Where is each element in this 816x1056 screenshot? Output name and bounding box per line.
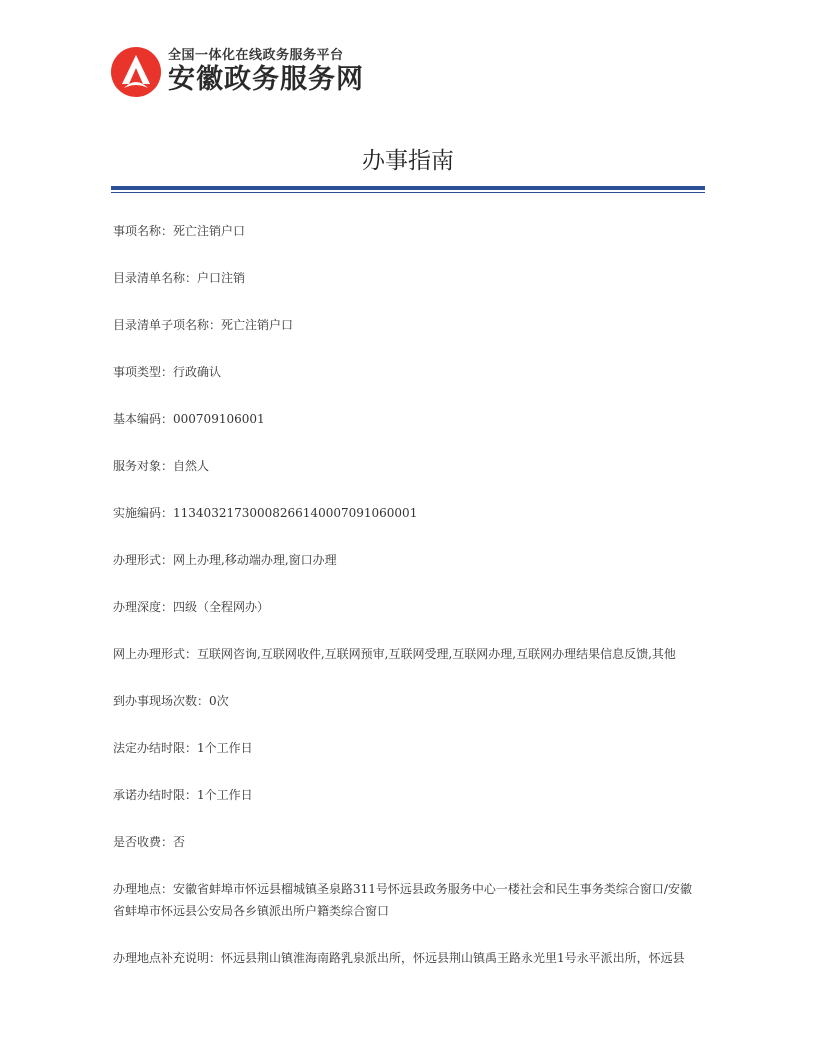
field-label: 事项名称：	[113, 224, 174, 238]
field-value: 死亡注销户口	[173, 224, 246, 238]
field-value: 户口注销	[197, 271, 246, 285]
field-label: 网上办理形式：	[113, 647, 198, 661]
field-value: 怀远县荆山镇淮海南路乳泉派出所，怀远县荆山镇禹王路永光里1号永平派出所，怀远县	[221, 951, 685, 965]
field-value: 11340321730008266140007091060001	[173, 506, 418, 520]
field-label: 办理地点：	[113, 882, 174, 896]
title-divider	[111, 186, 705, 193]
guide-field	[113, 784, 693, 806]
field-label: 承诺办结时限：	[113, 788, 198, 802]
field-value: 1个工作日	[197, 741, 253, 755]
field-value: 000709106001	[173, 412, 265, 426]
guide-field	[113, 596, 693, 618]
field-value: 安徽省蚌埠市怀远县榴城镇圣泉路311号怀远县政务服务中心一楼社会和民生事务类综合窗口/安徽省蚌埠市怀远县公安局各乡镇派出所户籍类综合窗口	[113, 882, 692, 918]
field-value: 互联网咨询,互联网收件,互联网预审,互联网受理,互联网办理,互联网办理结果信息反馈,其他	[197, 647, 676, 661]
guide-field	[113, 408, 693, 430]
page-title: 办事指南	[362, 148, 454, 174]
guide-field	[113, 737, 693, 759]
field-label: 基本编码：	[113, 412, 174, 426]
field-label: 办理地点补充说明：	[113, 951, 222, 965]
field-label: 办理深度：	[113, 600, 174, 614]
guide-field	[113, 267, 693, 289]
field-value: 否	[173, 835, 186, 849]
field-value: 0次	[209, 694, 229, 708]
field-value: 1个工作日	[197, 788, 253, 802]
field-label: 服务对象：	[113, 459, 174, 473]
guide-field	[113, 947, 693, 969]
guide-field	[113, 549, 693, 571]
field-label: 是否收费：	[113, 835, 174, 849]
guide-field	[113, 220, 693, 242]
field-value: 自然人	[173, 459, 210, 473]
field-value: 四级（全程网办）	[173, 600, 270, 614]
field-value: 网上办理,移动端办理,窗口办理	[173, 553, 337, 567]
guide-fields	[113, 220, 693, 994]
guide-field	[113, 502, 693, 524]
field-label: 办理形式：	[113, 553, 174, 567]
field-label: 目录清单名称：	[113, 271, 198, 285]
guide-field	[113, 690, 693, 712]
logo-site-name: 安徽政务服务网	[168, 64, 364, 95]
guide-field	[113, 831, 693, 853]
guide-field	[113, 643, 693, 665]
anhui-logo-icon	[110, 46, 162, 98]
field-label: 到办事现场次数：	[113, 694, 210, 708]
logo	[110, 46, 364, 98]
guide-field	[113, 878, 693, 922]
field-value: 死亡注销户口	[221, 318, 294, 332]
field-label: 法定办结时限：	[113, 741, 198, 755]
logo-platform-name: 全国一体化在线政务服务平台	[168, 48, 344, 63]
guide-field	[113, 361, 693, 383]
field-label: 事项类型：	[113, 365, 174, 379]
guide-field	[113, 314, 693, 336]
field-value: 行政确认	[173, 365, 222, 379]
guide-field	[113, 455, 693, 477]
field-label: 目录清单子项名称：	[113, 318, 222, 332]
field-label: 实施编码：	[113, 506, 174, 520]
